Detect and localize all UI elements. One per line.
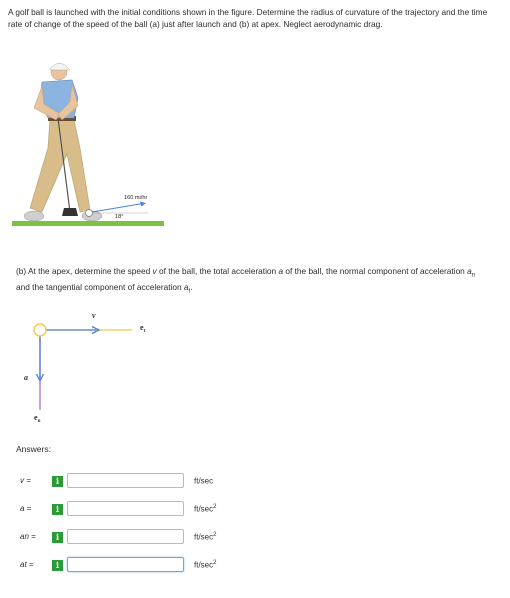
v-input[interactable] xyxy=(67,473,184,488)
answer-row-an xyxy=(0,528,510,546)
answer-row-at xyxy=(0,556,510,574)
grass xyxy=(12,221,164,226)
part-b-statement: (b) At the apex, determine the speed v of the ball, the total acceleration a of the ball, the normal component of acceleration $a_n$ and the tangential component of acceleration $a_t$. xyxy=(16,266,476,295)
answer-row-a xyxy=(0,500,510,518)
en-label: $e_n$ xyxy=(34,413,41,424)
golfer-figure xyxy=(12,58,164,236)
ball-apex xyxy=(34,324,46,336)
a-label: a xyxy=(24,373,28,382)
info-icon[interactable]: i xyxy=(52,504,63,515)
answer-label: v = xyxy=(20,476,31,485)
info-icon[interactable]: i xyxy=(52,476,63,487)
an-input[interactable] xyxy=(67,529,184,544)
a-input[interactable] xyxy=(67,501,184,516)
golf-ball xyxy=(86,210,93,217)
et-label: $e_t$ xyxy=(140,323,146,334)
unit-label: $ft/\sec^2$ xyxy=(194,504,217,514)
answers-heading: Answers: xyxy=(16,444,51,454)
unit-label: ft/sec xyxy=(194,476,214,486)
info-icon[interactable]: i xyxy=(52,532,63,543)
answer-row-v xyxy=(0,472,510,490)
unit-label: $ft/\sec^2$ xyxy=(194,532,217,542)
unit-label: $ft/\sec^2$ xyxy=(194,560,217,570)
at-input[interactable] xyxy=(67,557,184,572)
angle-label: 18° xyxy=(115,214,124,220)
speed-label: 160 mi/hr xyxy=(124,195,148,201)
answer-label: an = xyxy=(20,532,36,541)
v-label: v xyxy=(92,311,96,320)
answer-label: at = xyxy=(20,560,34,569)
info-icon[interactable]: i xyxy=(52,560,63,571)
apex-diagram xyxy=(0,300,220,430)
problem-statement: A golf ball is launched with the initial conditions shown in the figure. Determine the radius of curvature of the trajectory and the time rate of change of the speed of the ball (a) just after launch and (b) at apex. Neglect aerodynamic drag. xyxy=(8,7,488,29)
answer-label: a = xyxy=(20,504,32,513)
